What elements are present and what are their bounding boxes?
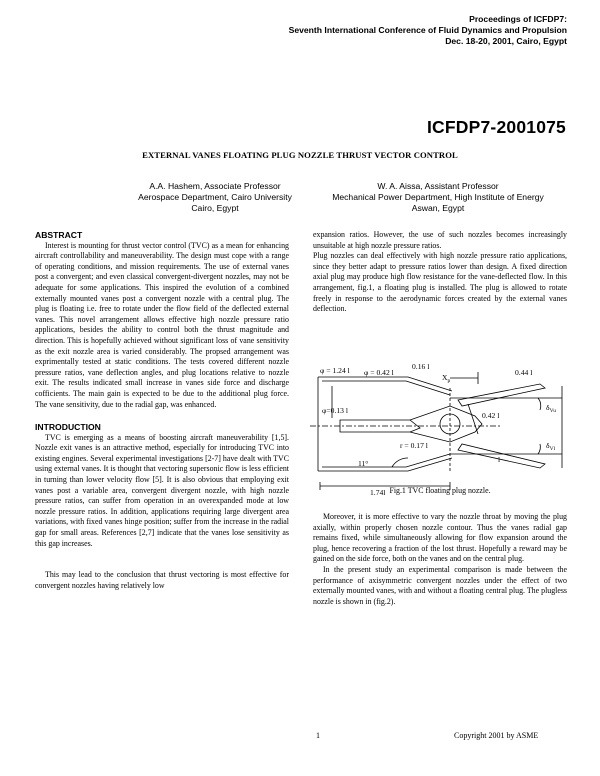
right-column-bottom [313,512,567,607]
paper-title: EXTERNAL VANES FLOATING PLUG NOZZLE THRUST VECTOR CONTROL [142,150,458,160]
author-name: A.A. Hashem, Associate Professor [149,181,281,191]
author-name: W. A. Aissa, Assistant Professor [377,181,499,191]
label-174l: 1.74l [370,488,386,497]
proceedings-line-1: Proceedings of ICFDP7: [469,14,567,24]
author-block-2 [313,181,563,214]
abstract-text: Interest is mounting for thrust vector control (TVC) as a mean for enhancing aircraft controllability and maneuverability. The design must cope with a range of operating conditions, and mission requirements. The use of external vanes post a convergent; and even classical convergent-divergent nozzles, may not be adequate for some applications. This inspired the evolution of a combined externally mounted vanes post a convergent nozzle with a central plug. The plug is floating i.e. free to rotate under the flow field of the deflected external vanes. This novel arrangement allows effective high nozzle pressure ratio applications, besides the ability to control both the thrust magnitude and direction. This is hopefully achieved without significant loss of vane sensitivity as the exit nozzle area is varied considerably. The propsed arrangement was exprimentally tested at static conditions. The tests covered different nozzle pressure ratios, vane deflection angles, and plug locations relative to nozzle exit. The results indicated small increase in vanes side force and discharge cofficients. The main gain is expected to be due to the additional plug force. The vane sensitivity, due to the radial gap, was enhanced. [35,240,289,409]
abstract-heading: ABSTRACT [35,230,83,240]
copyright-notice: Copyright 2001 by ASME [454,731,539,740]
figure-1-diagram [300,358,585,498]
introduction-heading: INTRODUCTION [35,422,101,433]
right-paragraph-3: Moreover, it is more effective to vary the nozzle throat by moving the plug axially, within properly chosen nozzle contour. Thus the vanes radial gap remains fixed, while simultaneously allowing for flow expansion around the plug, hence recovering a fraction of the lost thrust. Hopefully a reward may be gained on the side force, both on the vanes and on the central plug. [313,512,567,564]
label-angle-11: 11° [358,459,369,468]
right-paragraph-4: In the present study an experimental comparison is made between the performance of axisymmetric convergent nozzles under the effect of two externally mounted vanes, with and without a floating central plug. The plugless nozzle is shown in (fig.2). [313,564,567,606]
label-xp: $X_p$ [442,373,451,384]
page-number: 1 [316,731,320,740]
right-paragraph-2: Plug nozzles can deal effectively with high nozzle pressure ratio applications, since they better adapt to pressure ratios lower than design. A fixed direction axial plug may produce high flow resistance for the vane-deflected flow. In this arrangement, fig.1, a floating plug is installed. The plug is allowed to rotate freely in response to the aerodynamic forces created by the external vanes deflection. [313,251,567,314]
proceedings-line-2: Seventh International Conference of Fluid Dynamics and Propulsion [288,25,567,35]
label-l: l [498,455,501,464]
label-016l: 0.16 l [412,362,430,371]
author-location: Cairo, Egypt [191,203,239,213]
label-phi-013: φ=0.13 l [322,406,348,415]
label-phi-124: φ = 1.24 l [320,366,350,375]
label-042l: 0.42 l [482,411,500,420]
introduction-paragraph-1: TVC is emerging as a means of boosting aircraft maneuverability [1,5]. Nozzle exit vanes is an attractive method, especially for introducing TVC into existing engines. Several experimental investigations [2-7] have dealt with TVC using external vanes. It is thought that vectoring supersonic flow is less efficient in turning than lower velocity flow [5]. It is also obvious that employing exit vanes post a variable area, convergent divergent nozzle, with high nozzle pressure ratios, can suffer from operation in an overexpanded mode at low nozzle pressure ratios. In addition, applications requiring large divergent area variations, with fixed vanes hinge position; suffer from the increase in the radial gap for small areas. References [2,7] indicate that the vanes lose sensitivity as this gap increases. [35,432,289,548]
paper-id: ICFDP7-2001075 [427,117,566,137]
label-delta-vu: $\delta_{Vu}$ [546,403,556,414]
label-phi-042: φ = 0.42 l [364,368,394,377]
upper-vane [458,384,545,406]
label-delta-vl: $\delta_{Vl}$ [546,441,556,452]
floating-plug [410,406,482,442]
proceedings-line-3: Dec. 18-20, 2001, Cairo, Egypt [445,36,567,46]
lower-vane [458,444,545,468]
introduction-paragraph-2: This may lead to the conclusion that thrust vectoring is most effective for convergent nozzles having relatively low [35,570,289,590]
author-location: Aswan, Egypt [411,203,465,213]
author-affiliation: Mechanical Power Department, High Institute of Energy [332,192,544,202]
label-r-017: r = 0.17 l [400,441,428,450]
left-column [35,230,289,591]
label-044l: 0.44 l [515,368,533,377]
right-column-top [313,230,567,315]
right-paragraph-1: expansion ratios. However, the use of such nozzles becomes increasingly unsuitable at high nozzle pressure ratios. [313,230,567,250]
figure-1-caption: Fig.1 TVC floating plug nozzle. [389,486,491,495]
author-block-1 [90,181,340,214]
nozzle-lower-wall [318,458,452,471]
author-affiliation: Aerospace Department, Cairo University [138,192,292,202]
proceedings-header [289,14,567,47]
